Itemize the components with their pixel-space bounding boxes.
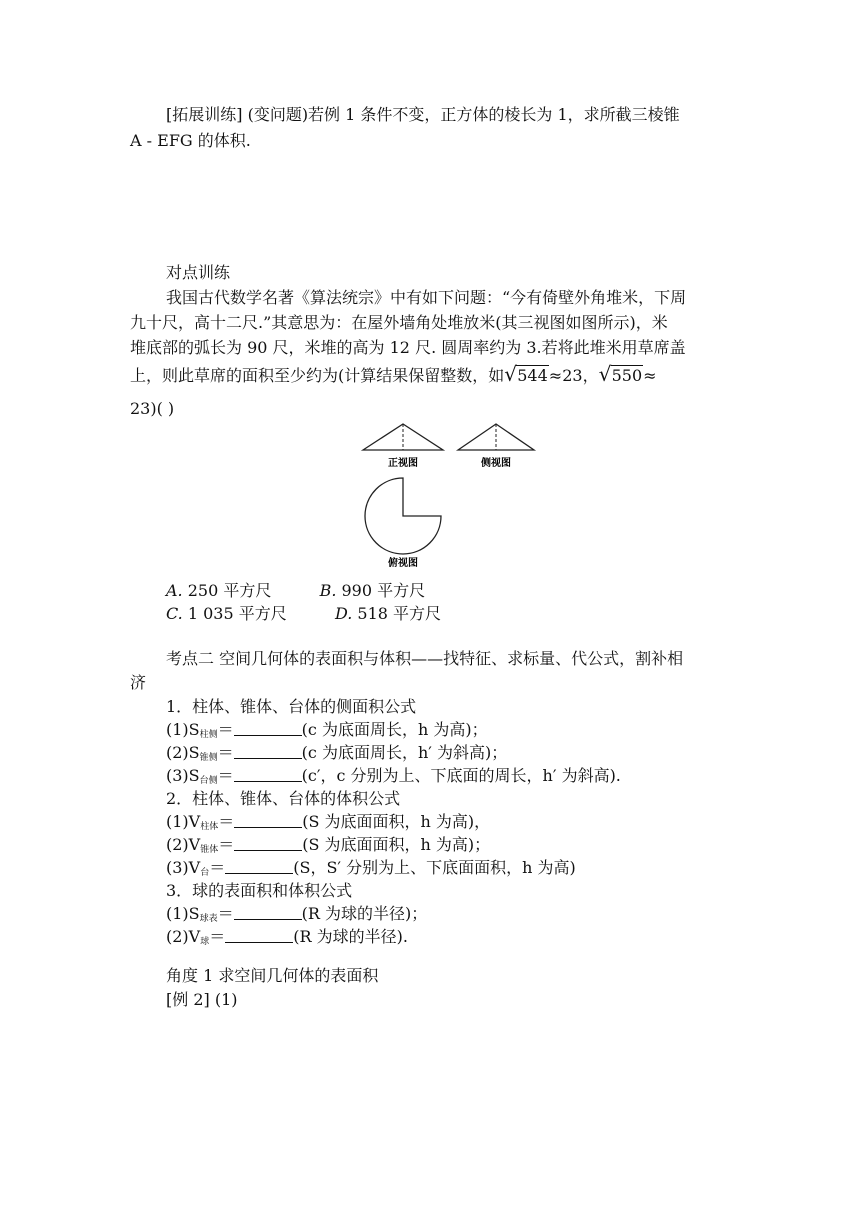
problem-line-3: 堆底部的弧长为 90 尺，米堆的高为 12 尺. 圆周率约为 3.若将此堆米用草席盖	[130, 338, 686, 357]
formula-equals: ＝	[217, 720, 234, 739]
formula-prefix: (3)V	[166, 858, 201, 877]
option-row-1	[166, 580, 425, 602]
problem-line-2: 九十尺，高十二尺.”其意思为：在屋外墙角处堆放米(其三视图如图所示)，米	[130, 313, 668, 332]
formula-note: (R 为球的半径)；	[301, 904, 428, 923]
problem-line-5: 23)( )	[130, 399, 175, 418]
formula-subscript: 球表	[199, 914, 218, 924]
problem-line-4	[130, 362, 657, 387]
volume-heading: 2．柱体、锥体、台体的体积公式	[166, 789, 401, 808]
formula-note: (c 为底面周长，h′ 为斜高)；	[301, 743, 508, 762]
formula-prefix: (1)S	[166, 904, 200, 923]
side-view-label: 侧视图	[481, 458, 511, 469]
radical-sign-icon: √	[504, 362, 517, 386]
formula-subscript: 锥体	[200, 845, 219, 855]
formula-equals: ＝	[209, 927, 226, 946]
option-c-letter: C.	[166, 604, 183, 623]
formula-subscript: 台侧	[199, 776, 218, 786]
sqrt-544-radicand: 544	[517, 366, 548, 385]
formula-prefix: (3)S	[166, 766, 200, 785]
sqrt-550	[598, 362, 644, 387]
answer-blank[interactable]	[234, 836, 302, 851]
formula-prefix: (2)V	[166, 835, 201, 854]
extension-exercise-line-1: [拓展训练] (变问题)若例 1 条件不变，正方体的棱长为 1，求所截三棱锥	[166, 105, 680, 124]
formula-note: (S 为底面面积，h 为高)，	[302, 812, 491, 831]
option-d-text: 518 平方尺	[357, 604, 442, 623]
answer-blank[interactable]	[225, 859, 293, 874]
formula-note: (c′，c 分别为上、下底面的周长，h′ 为斜高).	[301, 766, 621, 785]
formula-equals: ＝	[217, 904, 234, 923]
formula-equals: ＝	[218, 812, 235, 831]
section-title-line-1: 考点二 空间几何体的表面积与体积——找特征、求标量、代公式，割补相	[166, 649, 684, 668]
practice-heading: 对点训练	[166, 263, 231, 282]
formula-prefix: (1)V	[166, 812, 201, 831]
answer-blank[interactable]	[234, 813, 302, 828]
formula-equals: ＝	[217, 743, 234, 762]
problem-line-4b: ≈23，	[548, 366, 599, 385]
option-b-letter: B.	[319, 581, 337, 600]
problem-line-1: 我国古代数学名著《算法统宗》中有如下问题：“今有倚壁外角堆米，下周	[166, 288, 687, 307]
sphere-heading: 3．球的表面积和体积公式	[166, 881, 353, 900]
lateral-area-heading: 1．柱体、锥体、台体的侧面积公式	[166, 697, 417, 716]
sphere-formula-2	[166, 926, 408, 953]
option-row-2	[166, 603, 441, 625]
example-2-label: [例 2] (1)	[166, 990, 238, 1009]
formula-note: (R 为球的半径).	[293, 927, 408, 946]
answer-blank[interactable]	[234, 721, 302, 736]
top-view-three-quarter-circle	[365, 478, 441, 554]
formula-subscript: 锥侧	[199, 753, 218, 763]
section-title-line-2: 济	[130, 673, 147, 692]
radical-sign-icon: √	[598, 362, 612, 386]
formula-prefix: (2)V	[166, 927, 201, 946]
formula-subscript: 台	[200, 868, 210, 878]
problem-line-4a: 上，则此草席的面积至少约为(计算结果保留整数，如	[130, 366, 505, 385]
option-a-text: 250 平方尺	[187, 581, 272, 600]
formula-equals: ＝	[217, 766, 234, 785]
answer-blank[interactable]	[234, 744, 302, 759]
extension-exercise-line-2: A - EFG 的体积.	[130, 131, 251, 150]
formula-subscript: 柱侧	[199, 730, 218, 740]
three-view-figure	[355, 420, 545, 576]
answer-blank[interactable]	[234, 767, 302, 782]
option-d-letter: D.	[334, 604, 353, 623]
formula-note: (S 为底面面积，h 为高)；	[302, 835, 491, 854]
sqrt-550-radicand: 550	[611, 366, 643, 385]
formula-note: (c 为底面周长，h 为高)；	[301, 720, 488, 739]
front-view-label: 正视图	[388, 458, 418, 469]
angle-1-title: 角度 1 求空间几何体的表面积	[166, 966, 379, 985]
formula-prefix: (2)S	[166, 743, 200, 762]
answer-blank[interactable]	[225, 928, 293, 943]
option-c-text: 1 035 平方尺	[187, 604, 287, 623]
problem-line-4c: ≈	[643, 366, 657, 385]
option-a-letter: A.	[166, 581, 183, 600]
formula-prefix: (1)S	[166, 720, 200, 739]
top-view-label: 俯视图	[388, 558, 418, 569]
formula-subscript: 球	[200, 937, 210, 947]
formula-subscript: 柱体	[200, 822, 219, 832]
answer-blank[interactable]	[234, 905, 302, 920]
sqrt-544	[504, 362, 549, 387]
formula-note: (S，S′ 分别为上、下底面面积，h 为高)	[293, 858, 576, 877]
formula-equals: ＝	[218, 835, 235, 854]
option-b-text: 990 平方尺	[341, 581, 426, 600]
formula-equals: ＝	[209, 858, 226, 877]
